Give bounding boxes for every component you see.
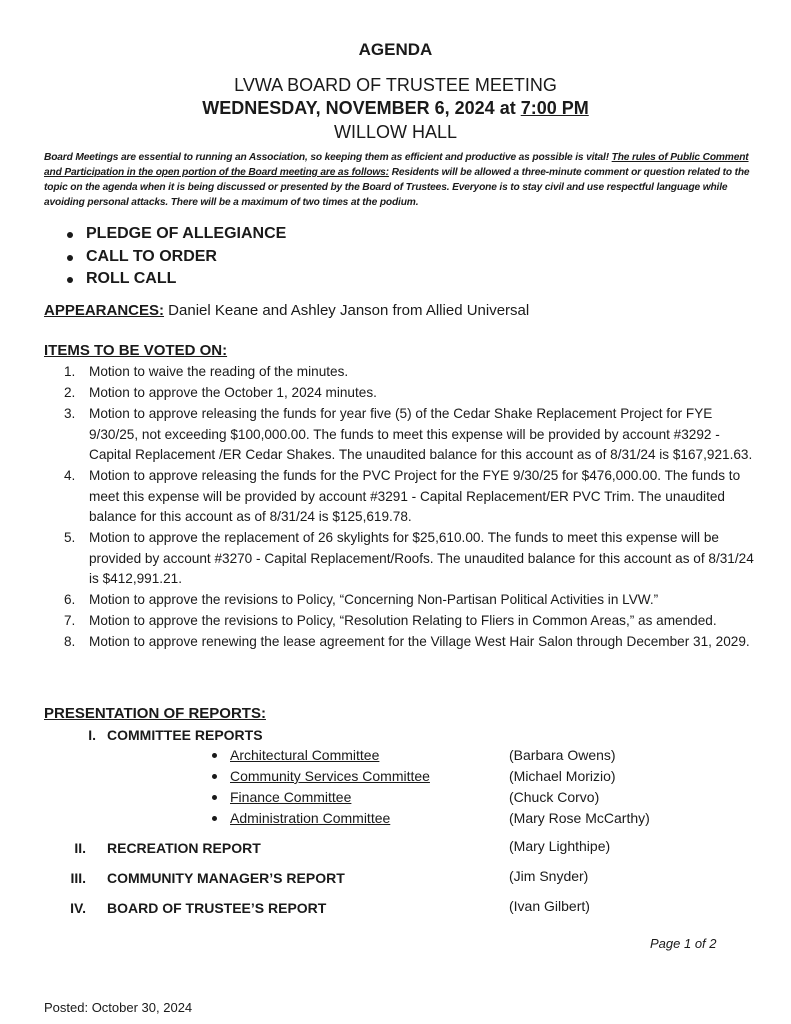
motion-item (64, 404, 764, 466)
motion-item (64, 362, 764, 383)
opening-item-label: PLEDGE OF ALLEGIANCE (86, 225, 287, 242)
bullet-icon (212, 816, 217, 821)
section-presenter: (Ivan Gilbert) (509, 898, 590, 914)
posted-date: Posted: October 30, 2024 (44, 1000, 193, 1015)
rules-intro: Board Meetings are essential to running an Association, so keeping them as efficient and productive as possible is vital! (44, 152, 612, 163)
section-title: COMMUNITY MANAGER’S REPORT (107, 870, 345, 886)
rules-underlined: The rules of Public Comment and Participation in the open portion of the Board meeting are as follows: (44, 152, 749, 178)
reports-heading: PRESENTATION OF REPORTS: (44, 705, 266, 722)
page-number: Page 1 of 2 (650, 936, 717, 951)
section-presenter: (Mary Lighthipe) (509, 838, 611, 854)
opening-item (64, 270, 286, 293)
motion-number: 8. (64, 634, 76, 649)
committee-name: Administration Committee (230, 810, 391, 826)
meeting-time: 7:00 PM (520, 98, 589, 118)
motion-item (64, 611, 764, 632)
opening-items (64, 225, 286, 293)
committee-name: Community Services Committee (230, 768, 430, 784)
section-title: RECREATION REPORT (107, 840, 261, 856)
meeting-venue: WILLOW HALL (333, 122, 458, 142)
appearances-label: APPEARANCES: (44, 302, 165, 319)
motion-item (64, 383, 764, 404)
bullet-icon (67, 255, 73, 261)
committee-item (230, 789, 351, 805)
motion-item (64, 528, 764, 590)
motion-number: 7. (64, 613, 76, 628)
opening-item (64, 248, 286, 271)
committee-name: Architectural Committee (230, 747, 380, 763)
meeting-date (0, 98, 791, 119)
bullet-icon (212, 753, 217, 758)
motion-text: Motion to approve the replacement of 26 skylights for $25,610.00. The funds to meet this expense will be provided by account #3270 - Capital Replacement/Roofs. The unaudited balance for this account as of 8/31/24 is $412,991.21. (89, 530, 754, 586)
motion-text: Motion to approve releasing the funds for year five (5) of the Cedar Shake Replacement Project for FYE 9/30/25, not exceeding $100,000.00. The funds to meet this expense will be provided by account #3292 - Capital Replacement /ER Cedar Shakes. The unaudited balance for this account as of 8/31/24 is $167,921.63. (89, 406, 753, 462)
motion-text: Motion to approve the revisions to Policy, “Concerning Non-Partisan Political Activities in LVW.” (89, 592, 659, 607)
motion-text: Motion to approve renewing the lease agreement for the Village West Hair Salon through December 31, 2029. (89, 634, 750, 649)
committee-chair: (Barbara Owens) (509, 747, 616, 763)
motion-list (64, 362, 764, 653)
committee-chair: (Michael Morizio) (509, 768, 616, 784)
motion-text: Motion to waive the reading of the minutes. (89, 364, 349, 379)
section-numeral: I. (88, 727, 96, 743)
motion-number: 6. (64, 592, 76, 607)
voting-heading: ITEMS TO BE VOTED ON: (44, 342, 228, 359)
appearances-text: Daniel Keane and Ashley Janson from Allied Universal (164, 302, 530, 319)
meeting-name: LVWA BOARD OF TRUSTEE MEETING (234, 75, 557, 95)
bullet-icon (212, 774, 217, 779)
committee-item (230, 810, 390, 826)
section-title: BOARD OF TRUSTEE’S REPORT (107, 900, 327, 916)
motion-number: 1. (64, 364, 76, 379)
document-title: AGENDA (358, 40, 433, 59)
section-presenter: (Jim Snyder) (509, 868, 589, 884)
bullet-icon (67, 277, 73, 283)
meeting-date-text: WEDNESDAY, NOVEMBER 6, 2024 at (202, 98, 521, 118)
motion-text: Motion to approve the revisions to Policy, “Resolution Relating to Fliers in Common Areas,” as amended. (89, 613, 717, 628)
motion-number: 5. (64, 530, 76, 545)
motion-text: Motion to approve releasing the funds for the PVC Project for the FYE 9/30/25 for $476,000.00. The funds to meet this expense will be provided by account #3291 - Capital Replacement/ER PVC Trim. The unaudited balance for this account as of 8/31/24 is $125,619.78. (89, 468, 741, 524)
motion-number: 3. (64, 406, 76, 421)
opening-item-label: CALL TO ORDER (86, 247, 217, 265)
committee-name: Finance Committee (230, 789, 352, 805)
bullet-icon (67, 232, 73, 238)
committee-chair: (Mary Rose McCarthy) (509, 810, 650, 826)
committee-chair: (Chuck Corvo) (509, 789, 600, 805)
bullet-icon (212, 795, 217, 800)
motion-number: 4. (64, 468, 76, 483)
opening-item-label: ROLL CALL (86, 270, 177, 287)
committee-item (230, 768, 430, 784)
appearances (44, 302, 529, 319)
section-title: COMMITTEE REPORTS (107, 727, 263, 743)
public-comment-rules (44, 150, 756, 210)
opening-item (64, 225, 286, 248)
motion-item (64, 590, 764, 611)
motion-item (64, 632, 764, 653)
motion-text: Motion to approve the October 1, 2024 minutes. (89, 385, 377, 400)
section-numeral: III. (70, 870, 86, 886)
motion-number: 2. (64, 385, 76, 400)
section-numeral: IV. (70, 900, 86, 916)
section-numeral: II. (74, 840, 86, 856)
rules-body: Residents will be allowed a three-minute comment or question related to the topic on the agenda when it is being discussed or presented by the Board of Trustees. Everyone is to stay civil and use respectful language while avoiding personal attacks. There will be a maximum of two times at the podium. (44, 167, 750, 208)
committee-item (230, 747, 379, 763)
motion-item (64, 466, 764, 528)
